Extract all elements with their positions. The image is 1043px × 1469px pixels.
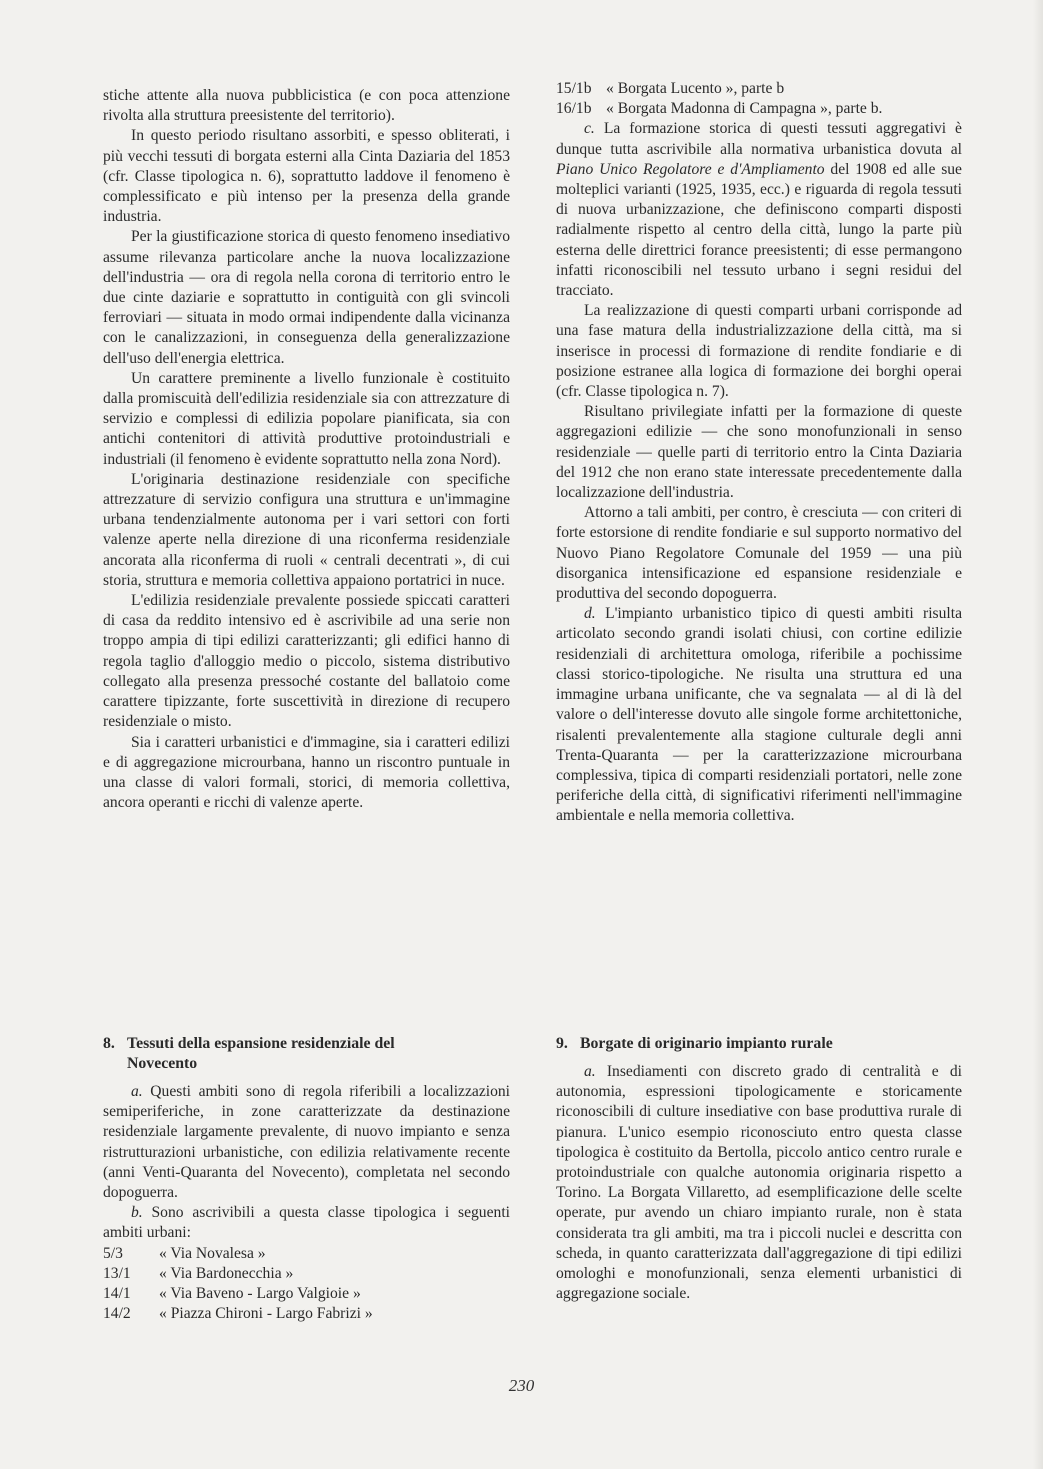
right-column-top <box>556 79 962 827</box>
list-item-name: « Borgata Lucento », parte b <box>606 80 785 97</box>
paragraph: Per la giustificazione storica di questo fenomeno insediativo assume rilevanza particolare anche la nuova localizzazione dell'industria — ora di regola nella corona di territorio entro le due cinte daziarie e soprattutto in contiguità con gli svincoli ferroviari — situata in modo ormai indipendente dalla vicinanza con le canalizzazioni, in conseguenza della generalizzazione dell'uso dell'energia elettrica. <box>103 228 510 367</box>
paragraph-text: L'impianto urbanistico tipico di questi ambiti risulta articolato secondo grandi isolati chiusi, con cortine edilizie residenziali di architettura omologa, riferibile a pochissime classi storico-tipologiche. Ne risulta una struttura ed una immagine urbana unificante, che va segnalata — al di là del valore o dell'interesse dovuto alle singole forme architettoniche, risalenti prevalentemente alla stagione culturale degli anni Trenta-Quaranta — per la caratterizzazione microurbana complessiva, tipica di comparti residenziali portatori, nelle zone periferiche della città, di significativi riferimenti nell'immagine ambientale e nella memoria collettiva. <box>556 605 962 825</box>
list-item-name: « Piazza Chironi - Largo Fabrizi » <box>159 1305 373 1323</box>
list-item <box>556 79 882 99</box>
list-item <box>103 1244 373 1264</box>
left-column-top <box>103 86 510 813</box>
paragraph-text: La formazione storica di questi tessuti aggregativi è dunque tutta ascrivibile alla normativa urbanistica dovuta al <box>556 120 962 158</box>
paragraph-text: Sono ascrivibili a questa classe tipologica i seguenti ambiti urbani: <box>103 1204 510 1242</box>
paragraph-text: del 1908 ed alle sue molteplici varianti (1925, 1935, ecc.) e riguarda di regola tessuti di nuova urbanizzazione, che definiscono comparti disposti radialmente rispetto al centro della città, lungo la parte più esterna delle direttrici forance preesistenti; di esse permangono infatti riconoscibili nel tessuto urbano i segni residui del tracciato. <box>556 160 962 300</box>
paragraph: Attorno a tali ambiti, per contro, è cresciuta — con criteri di forte estorsione di rendite fondiarie e sul supporto normativo del Nuovo Piano Regolatore Comunale del 1959 — una più disorganica intensificazione ed espansione residenziale e produttiva del secondo dopoguerra. <box>556 504 962 603</box>
paragraph-label: c. <box>584 120 595 138</box>
paragraph: L'originaria destinazione residenziale con specifiche attrezzature di servizio configura una struttura e un'immagine urbana tendenzialmente autonoma per i vari settori con forti valenze aperte nella direzione di una riconferma residenziale ancorata alla riconferma di ruoli « centrali decentrati », di cui storia, struttura e memoria collettiva appaiono portatrici in nuce. <box>103 470 510 589</box>
list-item-name: « Via Bardonecchia » <box>159 1264 294 1282</box>
list-item-name: « Via Novalesa » <box>159 1244 266 1262</box>
paragraph-label: a. <box>131 1083 143 1100</box>
section-title-line-2: Novecento <box>127 1055 198 1072</box>
paragraph-label: b. <box>131 1204 143 1222</box>
list-item <box>103 1264 373 1284</box>
section-number: 9. <box>556 1035 568 1052</box>
plan-title: Piano Unico Regolatore e d'Ampliamento <box>556 160 825 178</box>
paragraph-text: Questi ambiti sono di regola riferibili a localizzazioni semiperiferiche, in zone caratterizzate da destinazione residenziale largamente prevalente, di nuovo impianto e senza ristrutturazioni urbanistiche, con edilizia relativamente recente (anni Venti-Quaranta del Novecento), completata nel secondo dopoguerra. <box>103 1083 510 1202</box>
paragraph-label: a. <box>584 1063 596 1080</box>
paragraph: Risultano privilegiate infatti per la formazione di queste aggregazioni edilizie — che sono monofunzionali in senso residenziale — quelle parti di territorio entro la Cinta Daziaria del 1912 che non erano state interessate precedentemente dalla localizzazione dell'industria. <box>556 403 962 502</box>
paragraph-c <box>556 119 962 301</box>
section-number: 8. <box>103 1035 115 1052</box>
page-edge <box>1033 0 1043 1469</box>
paragraph-a <box>556 1062 962 1304</box>
section-8 <box>103 1034 510 1324</box>
paragraph-label: d. <box>584 605 596 623</box>
section-heading <box>556 1034 962 1054</box>
list-item-code: 14/2 <box>103 1305 131 1323</box>
list-item-code: 16/1b <box>556 100 592 118</box>
list-item <box>103 1284 373 1304</box>
paragraph: stiche attente alla nuova pubblicistica (e con poca attenzione rivolta alla struttura preesistente del territorio). <box>103 87 510 125</box>
list-item-name: « Via Baveno - Largo Valgioie » <box>159 1285 361 1303</box>
list-item-code: 13/1 <box>103 1264 131 1282</box>
ambiti-list-continued <box>556 79 882 119</box>
section-heading <box>103 1034 510 1074</box>
list-item <box>103 1304 373 1324</box>
page-number: 230 <box>508 1376 535 1395</box>
list-item-code: 14/1 <box>103 1285 131 1303</box>
paragraph: L'edilizia residenziale prevalente possiede spiccati caratteri di casa da reddito intensivo ed è ascrivibile ad una serie non troppo ampia di tipi edilizi caratterizzanti; gli edifici hanno di regola taglio d'alloggio medio o piccolo, sistema distributivo collegato alla presenza pressoché costante del ballatoio come carattere tipizzante, forte suscettività in direzione di recupero residenziale o misto. <box>103 592 510 731</box>
paragraph-a <box>103 1082 510 1203</box>
paragraph-b <box>103 1203 510 1243</box>
section-title: Borgate di originario impianto rurale <box>580 1035 833 1052</box>
list-item-name: « Borgata Madonna di Campagna », parte b. <box>606 100 883 118</box>
list-item-code: 15/1b <box>556 80 592 97</box>
section-9 <box>556 1034 962 1304</box>
paragraph-text: Insediamenti con discreto grado di centralità e di autonomia, espressioni tipologicamente e storicamente riconoscibili di culture insediative con base produttiva rurale di pianura. L'unico esempio riconosciuto entro questa classe tipologica è costituito da Bertolla, piccolo antico centro rurale e protoindustriale con qualche autonomia originaria rispetto a Torino. La Borgata Villaretto, ad esemplificazione delle scelte operate, pur avendo un chiaro impianto rurale, non è stata considerata tra gli ambiti, ma tra i piccoli nuclei e descritta con scheda, in quanto caratterizzata dall'aggregazione di tipi edilizi omologhi e monofunzionali, senza elementi urbanistici di aggregazione sociale. <box>556 1063 962 1303</box>
paragraph: In questo periodo risultano assorbiti, e spesso obliterati, i più vecchi tessuti di borgata esterni alla Cinta Daziaria del 1853 (cfr. Classe tipologica n. 6), soprattutto laddove il fenomeno è complessificato e più intenso per la presenza della grande industria. <box>103 127 510 226</box>
paragraph: Un carattere preminente a livello funzionale è costituito dalla promiscuità dell'edilizia residenziale sia con attrezzature di servizio e complessi di edilizia popolare pianificata, sia con antichi contenitori di attività produttive protoindustriali e industriali (il fenomeno è evidente soprattutto nella zona Nord). <box>103 369 510 468</box>
paragraph-d <box>556 604 962 826</box>
paragraph: La realizzazione di questi comparti urbani corrisponde ad una fase matura della industrializzazione della città, ma si inserisce in processi di formazione di rendite fondiarie e di posizione estranee alla logica di formazione dei borghi operai (cfr. Classe tipologica n. 7). <box>556 302 962 401</box>
section-title-line-1: Tessuti della espansione residenziale del <box>127 1035 395 1052</box>
paragraph: Sia i caratteri urbanistici e d'immagine, sia i caratteri edilizi e di aggregazione microurbana, hanno un riscontro puntuale in una classe di valori formali, storici, di memoria collettiva, ancora operanti e ricchi di valenze aperte. <box>103 733 510 812</box>
list-item-code: 5/3 <box>103 1244 123 1262</box>
ambiti-list <box>103 1244 373 1325</box>
list-item <box>556 99 882 119</box>
